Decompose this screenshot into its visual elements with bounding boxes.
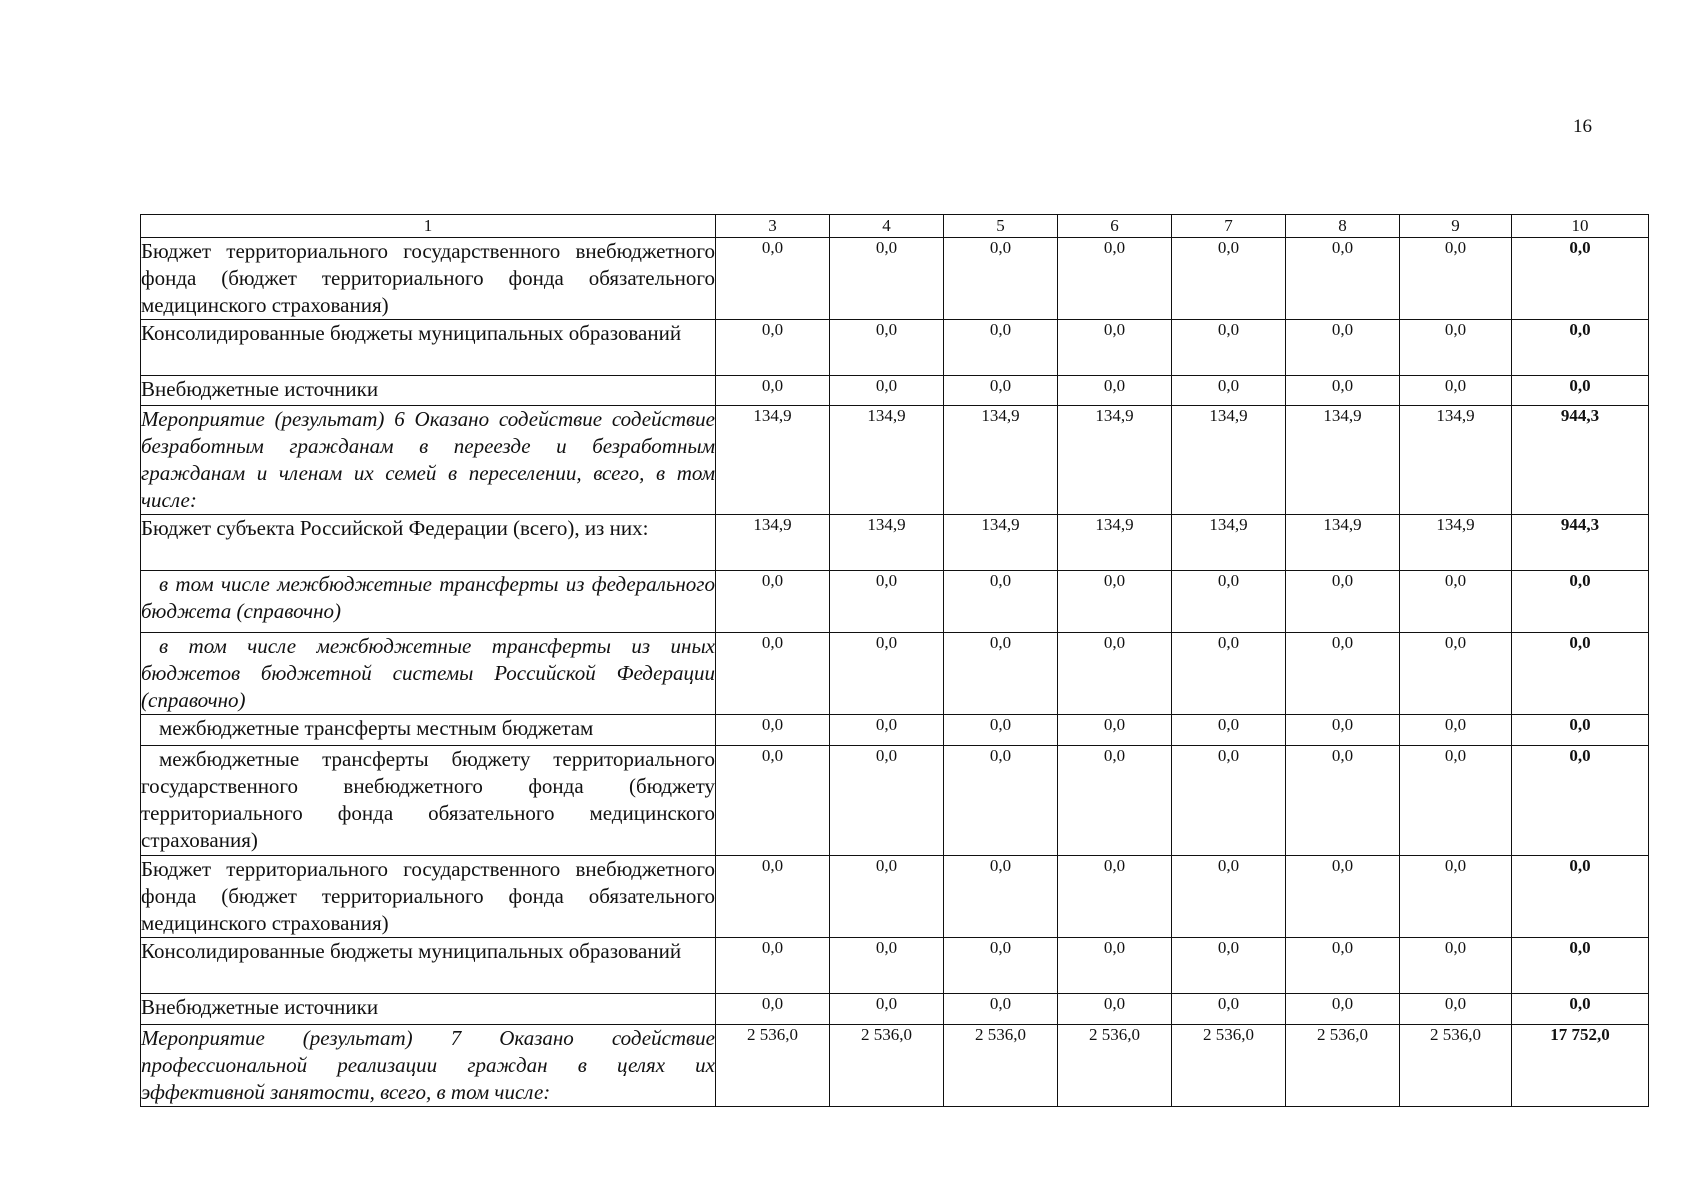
header-cell: 6 <box>1058 215 1172 238</box>
row-label: Внебюджетные источники <box>141 994 716 1025</box>
header-cell: 9 <box>1400 215 1512 238</box>
value-cell: 0,0 <box>1172 571 1286 633</box>
value-cell: 134,9 <box>1400 515 1512 571</box>
header-cell: 3 <box>716 215 830 238</box>
row-label: Мероприятие (результат) 6 Оказано содействие содействие безработным гражданам в переезде и безработным гражданам и членам их семей в переселении, всего, в том числе: <box>141 406 716 515</box>
table-row <box>141 515 1649 571</box>
value-cell: 0,0 <box>830 856 944 938</box>
header-cell: 4 <box>830 215 944 238</box>
total-cell: 0,0 <box>1512 715 1649 746</box>
table-row <box>141 320 1649 376</box>
value-cell: 134,9 <box>830 406 944 515</box>
value-cell: 0,0 <box>944 746 1058 856</box>
value-cell: 0,0 <box>716 376 830 406</box>
value-cell: 0,0 <box>1286 856 1400 938</box>
total-cell: 0,0 <box>1512 746 1649 856</box>
row-label: Бюджет территориального государственного внебюджетного фонда (бюджет территориального фонда обязательного медицинского страхования) <box>141 238 716 320</box>
table-row <box>141 994 1649 1025</box>
value-cell: 0,0 <box>716 633 830 715</box>
value-cell: 0,0 <box>716 938 830 994</box>
table-row <box>141 238 1649 320</box>
budget-table <box>140 214 1649 1107</box>
value-cell: 0,0 <box>1172 376 1286 406</box>
table-row <box>141 746 1649 856</box>
value-cell: 0,0 <box>716 715 830 746</box>
value-cell: 0,0 <box>1400 238 1512 320</box>
table-row <box>141 633 1649 715</box>
header-cell: 5 <box>944 215 1058 238</box>
value-cell: 0,0 <box>830 938 944 994</box>
value-cell: 0,0 <box>1058 746 1172 856</box>
value-cell: 134,9 <box>1172 406 1286 515</box>
value-cell: 2 536,0 <box>944 1025 1058 1107</box>
value-cell: 0,0 <box>1058 633 1172 715</box>
table-header-row <box>141 215 1649 238</box>
total-cell: 0,0 <box>1512 856 1649 938</box>
total-cell: 0,0 <box>1512 376 1649 406</box>
row-label: Бюджет субъекта Российской Федерации (всего), из них: <box>141 515 716 571</box>
value-cell: 0,0 <box>1286 715 1400 746</box>
value-cell: 0,0 <box>830 571 944 633</box>
row-label: Консолидированные бюджеты муниципальных образований <box>141 320 716 376</box>
value-cell: 0,0 <box>716 856 830 938</box>
value-cell: 0,0 <box>830 376 944 406</box>
value-cell: 0,0 <box>1286 746 1400 856</box>
value-cell: 2 536,0 <box>716 1025 830 1107</box>
table-row <box>141 406 1649 515</box>
row-label: Консолидированные бюджеты муниципальных образований <box>141 938 716 994</box>
value-cell: 0,0 <box>1400 320 1512 376</box>
value-cell: 0,0 <box>1058 715 1172 746</box>
value-cell: 0,0 <box>1400 856 1512 938</box>
value-cell: 0,0 <box>944 376 1058 406</box>
row-label: Внебюджетные источники <box>141 376 716 406</box>
row-label: Мероприятие (результат) 7 Оказано содействие профессиональной реализации граждан в целях их эффективной занятости, всего, в том числе: <box>141 1025 716 1107</box>
value-cell: 0,0 <box>830 633 944 715</box>
total-cell: 0,0 <box>1512 994 1649 1025</box>
value-cell: 0,0 <box>1172 238 1286 320</box>
value-cell: 134,9 <box>944 406 1058 515</box>
value-cell: 134,9 <box>1286 406 1400 515</box>
value-cell: 0,0 <box>1286 571 1400 633</box>
table-body <box>141 238 1649 1107</box>
row-label: в том числе межбюджетные трансферты из федерального бюджета (справочно) <box>141 571 716 633</box>
value-cell: 0,0 <box>1400 571 1512 633</box>
header-cell: 8 <box>1286 215 1400 238</box>
header-cell: 10 <box>1512 215 1649 238</box>
value-cell: 0,0 <box>830 238 944 320</box>
value-cell: 2 536,0 <box>1172 1025 1286 1107</box>
value-cell: 0,0 <box>1058 238 1172 320</box>
value-cell: 0,0 <box>944 715 1058 746</box>
table-row <box>141 376 1649 406</box>
value-cell: 0,0 <box>1058 994 1172 1025</box>
value-cell: 0,0 <box>1400 633 1512 715</box>
page-number: 16 <box>1573 116 1592 137</box>
value-cell: 134,9 <box>1058 406 1172 515</box>
value-cell: 0,0 <box>1172 633 1286 715</box>
value-cell: 0,0 <box>1400 376 1512 406</box>
value-cell: 0,0 <box>944 994 1058 1025</box>
value-cell: 0,0 <box>1058 938 1172 994</box>
total-cell: 0,0 <box>1512 571 1649 633</box>
value-cell: 0,0 <box>1172 994 1286 1025</box>
value-cell: 0,0 <box>1286 238 1400 320</box>
value-cell: 0,0 <box>1172 320 1286 376</box>
table-row <box>141 938 1649 994</box>
table-row <box>141 856 1649 938</box>
value-cell: 0,0 <box>1172 938 1286 994</box>
value-cell: 134,9 <box>1058 515 1172 571</box>
value-cell: 2 536,0 <box>1400 1025 1512 1107</box>
value-cell: 0,0 <box>944 938 1058 994</box>
value-cell: 0,0 <box>1172 715 1286 746</box>
total-cell: 0,0 <box>1512 938 1649 994</box>
value-cell: 2 536,0 <box>1058 1025 1172 1107</box>
value-cell: 134,9 <box>1172 515 1286 571</box>
value-cell: 134,9 <box>830 515 944 571</box>
value-cell: 0,0 <box>1400 746 1512 856</box>
value-cell: 0,0 <box>944 856 1058 938</box>
value-cell: 0,0 <box>1058 320 1172 376</box>
value-cell: 0,0 <box>830 320 944 376</box>
total-cell: 0,0 <box>1512 633 1649 715</box>
table-row <box>141 715 1649 746</box>
value-cell: 0,0 <box>1286 376 1400 406</box>
row-label: в том числе межбюджетные трансферты из иных бюджетов бюджетной системы Российской Федерации (справочно) <box>141 633 716 715</box>
value-cell: 0,0 <box>830 715 944 746</box>
value-cell: 0,0 <box>944 320 1058 376</box>
value-cell: 0,0 <box>1400 715 1512 746</box>
header-cell: 7 <box>1172 215 1286 238</box>
value-cell: 0,0 <box>716 571 830 633</box>
total-cell: 944,3 <box>1512 515 1649 571</box>
header-cell: 1 <box>141 215 716 238</box>
row-label: межбюджетные трансферты бюджету территориального государственного внебюджетного фонда (бюджету территориального фонда обязательного медицинского страхования) <box>141 746 716 856</box>
value-cell: 0,0 <box>944 238 1058 320</box>
value-cell: 134,9 <box>716 406 830 515</box>
value-cell: 134,9 <box>1400 406 1512 515</box>
value-cell: 134,9 <box>1286 515 1400 571</box>
table-row <box>141 1025 1649 1107</box>
total-cell: 0,0 <box>1512 238 1649 320</box>
value-cell: 0,0 <box>1400 938 1512 994</box>
value-cell: 0,0 <box>716 238 830 320</box>
value-cell: 0,0 <box>716 320 830 376</box>
value-cell: 0,0 <box>830 994 944 1025</box>
value-cell: 0,0 <box>1058 376 1172 406</box>
value-cell: 0,0 <box>1172 746 1286 856</box>
value-cell: 0,0 <box>1286 633 1400 715</box>
value-cell: 134,9 <box>716 515 830 571</box>
value-cell: 0,0 <box>1286 320 1400 376</box>
value-cell: 134,9 <box>944 515 1058 571</box>
value-cell: 0,0 <box>1286 994 1400 1025</box>
value-cell: 0,0 <box>1058 571 1172 633</box>
value-cell: 0,0 <box>1286 938 1400 994</box>
value-cell: 2 536,0 <box>830 1025 944 1107</box>
value-cell: 0,0 <box>830 746 944 856</box>
total-cell: 17 752,0 <box>1512 1025 1649 1107</box>
value-cell: 0,0 <box>716 994 830 1025</box>
value-cell: 0,0 <box>1400 994 1512 1025</box>
row-label: межбюджетные трансферты местным бюджетам <box>141 715 716 746</box>
table-row <box>141 571 1649 633</box>
total-cell: 944,3 <box>1512 406 1649 515</box>
value-cell: 0,0 <box>1172 856 1286 938</box>
value-cell: 0,0 <box>1058 856 1172 938</box>
value-cell: 0,0 <box>716 746 830 856</box>
row-label: Бюджет территориального государственного внебюджетного фонда (бюджет территориального фонда обязательного медицинского страхования) <box>141 856 716 938</box>
value-cell: 2 536,0 <box>1286 1025 1400 1107</box>
value-cell: 0,0 <box>944 571 1058 633</box>
total-cell: 0,0 <box>1512 320 1649 376</box>
value-cell: 0,0 <box>944 633 1058 715</box>
